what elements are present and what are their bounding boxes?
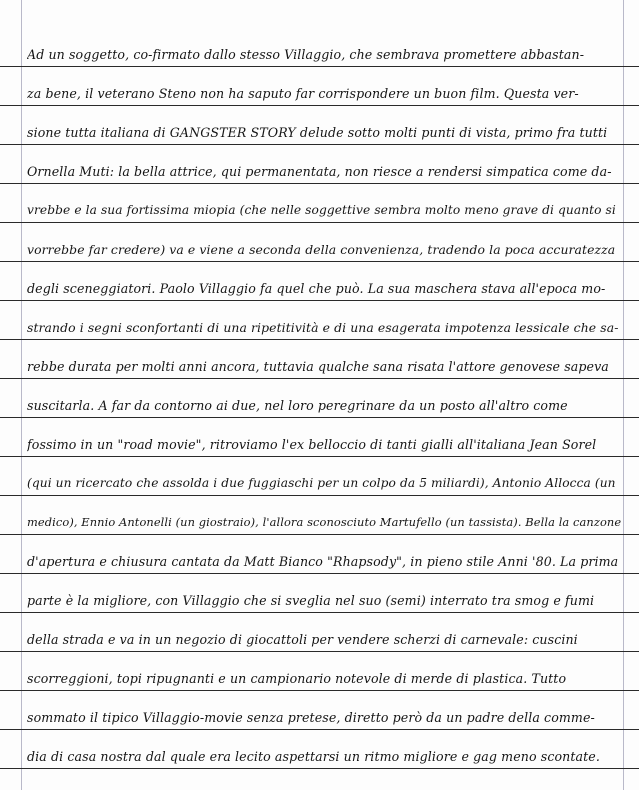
ruled-line: [0, 651, 639, 652]
text-line: degli sceneggiatori. Paolo Villaggio fa quel che può. La sua maschera stava all'epoca mo-: [27, 281, 606, 296]
ruled-line: [0, 378, 639, 379]
ruled-line: [0, 534, 639, 535]
text-line: della strada e va in un negozio di giocattoli per vendere scherzi di carnevale: cuscini: [27, 632, 578, 647]
text-line: rebbe durata per molti anni ancora, tuttavia qualche sana risata l'attore genovese sapeva: [27, 359, 609, 374]
ruled-line: [0, 417, 639, 418]
ruled-line: [0, 768, 639, 769]
text-line: fossimo in un "road movie", ritroviamo l'ex belloccio di tanti gialli all'italiana Jean Sorel: [27, 437, 597, 452]
text-line: vrebbe e la sua fortissima miopia (che nelle soggettive sembra molto meno grave di quanto si: [27, 203, 616, 217]
ruled-line: [0, 573, 639, 574]
left-margin-line: [21, 0, 22, 790]
text-line: Ornella Muti: la bella attrice, qui permanentata, non riesce a rendersi simpatica come da-: [27, 164, 612, 179]
text-line: dia di casa nostra dal quale era lecito aspettarsi un ritmo migliore e gag meno scontate.: [27, 749, 600, 764]
text-line: d'apertura e chiusura cantata da Matt Bianco "Rhapsody", in pieno stile Anni '80. La prima: [27, 554, 619, 569]
text-line: strando i segni sconfortanti di una ripetitività e di una esagerata impotenza lessicale che sa-: [27, 320, 619, 335]
ruled-line: [0, 690, 639, 691]
right-margin-line: [623, 0, 624, 790]
ruled-line: [0, 222, 639, 223]
text-line: za bene, il veterano Steno non ha saputo far corrispondere un buon film. Questa ver-: [27, 86, 579, 101]
ruled-line: [0, 144, 639, 145]
text-line: medico), Ennio Antonelli (un giostraio), l'allora sconosciuto Martufello (un tassista). Bella la canzone: [27, 515, 622, 529]
ruled-line: [0, 261, 639, 262]
ruled-line: [0, 339, 639, 340]
ruled-line: [0, 612, 639, 613]
text-line: sione tutta italiana di GANGSTER STORY delude sotto molti punti di vista, primo fra tutti: [27, 125, 608, 140]
text-line: (qui un ricercato che assolda i due fuggiaschi per un colpo da 5 miliardi), Antonio Allocca (un: [27, 476, 616, 490]
ruled-line: [0, 183, 639, 184]
text-line: scorreggioni, topi ripugnanti e un campionario notevole di merde di plastica. Tutto: [27, 671, 567, 686]
ruled-line: [0, 456, 639, 457]
ruled-line: [0, 729, 639, 730]
text-line: sommato il tipico Villaggio-movie senza pretese, diretto però da un padre della comme-: [27, 710, 595, 725]
ruled-line: [0, 495, 639, 496]
ruled-line: [0, 300, 639, 301]
text-line: suscitarla. A far da contorno ai due, nel loro peregrinare da un posto all'altro come: [27, 398, 568, 413]
ruled-line: [0, 66, 639, 67]
text-line: vorrebbe far credere) va e viene a seconda della convenienza, tradendo la poca accuratezza: [27, 242, 616, 257]
text-line: Ad un soggetto, co-firmato dallo stesso Villaggio, che sembrava promettere abbastan-: [27, 47, 585, 62]
ruled-line: [0, 105, 639, 106]
text-line: parte è la migliore, con Villaggio che si sveglia nel suo (semi) interrato tra smog e fumi: [27, 593, 595, 608]
